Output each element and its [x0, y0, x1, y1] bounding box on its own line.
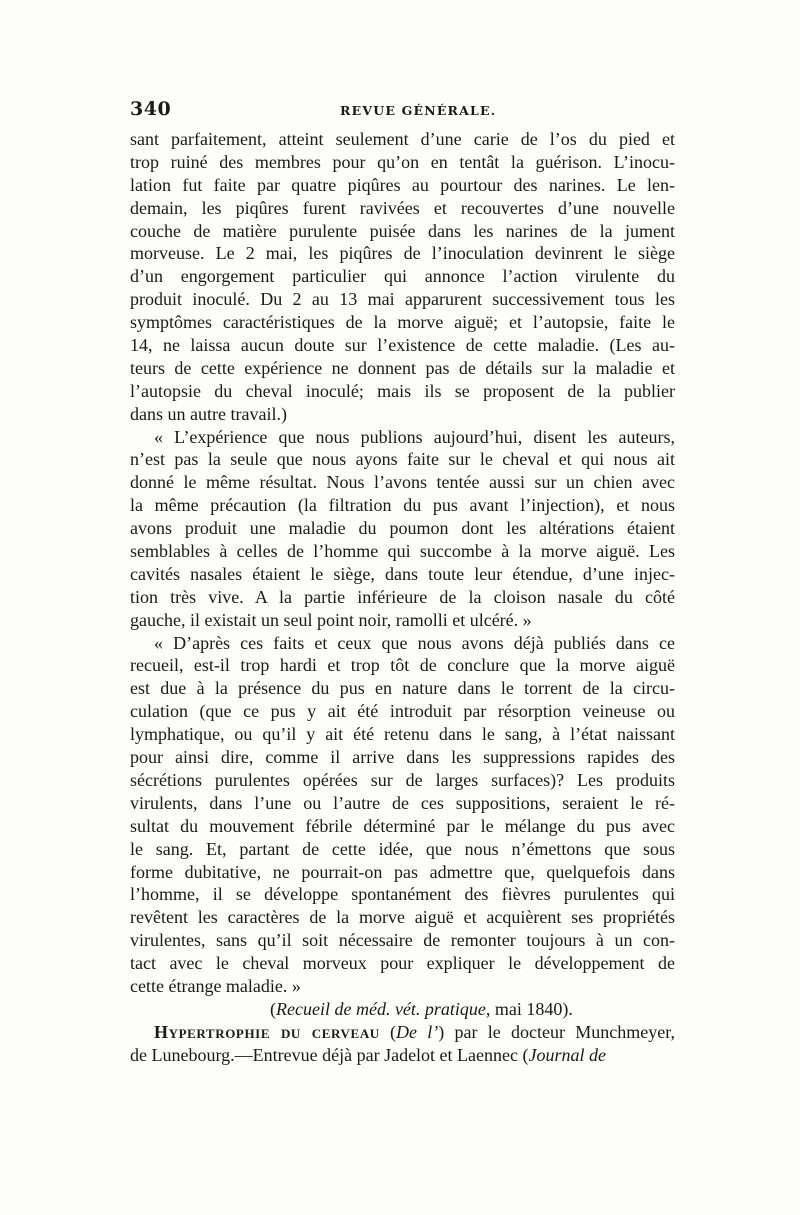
text-line: n’est pas la seule que nous ayons faite sur le cheval et qui nous ait: [130, 449, 675, 470]
text-line: donné le même résultat. Nous l’avons tentée aussi sur un chien avec: [130, 472, 675, 493]
text-line: revêtent les caractères de la morve aiguë et acquièrent ses propriétés: [130, 907, 675, 928]
text-line: tion très vive. A la partie inférieure de la cloison nasale du côté: [130, 586, 675, 607]
text-line: demain, les piqûres furent ravivées et recouvertes d’une nouvelle: [130, 197, 675, 218]
text-line: sultat du mouvement fébrile déterminé par le mélange du pus avec: [130, 815, 675, 836]
text-line: lymphatique, ou qu’il y ait été retenu dans le sang, à l’état naissant: [130, 724, 675, 745]
text-line: culation (que ce pus y ait été introduit par résorption veineuse ou: [130, 701, 675, 722]
source-citation: [130, 998, 675, 1021]
final-line-text: de Lunebourg.—Entrevue déjà par Jadelot et Laennec (: [130, 1044, 529, 1065]
heading-author: ) par le docteur Munchmeyer,: [438, 1021, 675, 1042]
text-line: gauche, il existait un seul point noir, ramolli et ulcéré. »: [130, 609, 532, 630]
text-line: recueil, est-il trop hardi et trop tôt de conclure que la morve aiguë: [130, 655, 675, 676]
text-line: sant parfaitement, atteint seulement d’une carie de l’os du pied et: [130, 129, 675, 149]
text-line: la même précaution (la filtration du pus avant l’injection), et nous: [130, 495, 675, 516]
text-line: forme dubitative, ne pourrait-on pas admettre que, quelquefois dans: [130, 861, 675, 882]
text-line: dans un autre travail.): [130, 403, 287, 424]
text-line: l’autopsie du cheval inoculé; mais ils se proposent de la publier: [130, 380, 675, 401]
text-line: l’homme, il se développe spontanément des fièvres purulentes qui: [130, 884, 675, 905]
text-line: morveuse. Le 2 mai, les piqûres de l’inoculation devinrent le siège: [130, 243, 675, 264]
text-line: le sang. Et, partant de cette idée, que nous n’émettons que sous: [130, 838, 675, 859]
running-head: REVUE GÉNÉRALE.: [340, 103, 497, 118]
text-line: teurs de cette expérience ne donnent pas de détails sur la maladie et: [130, 357, 675, 378]
section-heading-line: [130, 1021, 675, 1044]
text-line: est due à la présence du pus en nature dans le torrent de la circu-: [130, 678, 675, 699]
text-line: produit inoculé. Du 2 au 13 mai apparurent successivement tous les: [130, 289, 675, 310]
text-line: lation fut faite par quatre piqûres au pourtour des narines. Le len-: [130, 174, 675, 195]
text-line: d’un engorgement particulier qui annonce l’action virulente du: [130, 266, 675, 287]
text-line: 14, ne laissa aucun doute sur l’existence de cette maladie. (Les au-: [130, 335, 675, 356]
text-line: cette étrange maladie. »: [130, 975, 301, 996]
text-line: cavités nasales étaient le siège, dans toute leur étendue, d’une injec-: [130, 563, 675, 584]
page-number: 340: [130, 98, 172, 120]
body-text: [130, 128, 675, 1067]
text-line: virulentes, sans qu’il soit nécessaire de remonter toujours à un con-: [130, 930, 675, 951]
text-line: couche de matière purulente puisée dans les narines de la jument: [130, 220, 675, 241]
journal-title: Journal de: [528, 1044, 606, 1065]
heading-paren-italic: De l’: [396, 1021, 439, 1042]
text-line: tact avec le cheval morveux pour expliquer le développement de: [130, 953, 675, 974]
text-line: symptômes caractéristiques de la morve aiguë; et l’autopsie, faite le: [130, 312, 675, 333]
text-line: trop ruiné des membres pour qu’on en tentât la guérison. L’inocu-: [130, 151, 675, 172]
section-heading: Hypertrophie du cerveau: [154, 1021, 380, 1042]
citation-title: Recueil de méd. vét. pratique: [276, 998, 486, 1019]
text-line: « D’après ces faits et ceux que nous avons déjà publiés dans ce: [154, 632, 675, 653]
text-line: « L’expérience que nous publions aujourd’hui, disent les auteurs,: [154, 426, 675, 447]
text-line: avons produit une maladie du poumon dont les altérations étaient: [130, 518, 675, 539]
citation-open-paren: (: [270, 998, 276, 1019]
text-line: virulents, dans l’une ou l’autre de ces suppositions, seraient le ré-: [130, 792, 675, 813]
text-line: pour ainsi dire, comme il arrive dans les suppressions rapides des: [130, 747, 675, 768]
heading-paren-open: (: [379, 1021, 397, 1042]
text-line: sécrétions purulentes opérées sur de larges surfaces)? Les produits: [130, 769, 675, 790]
text-line: [130, 1044, 675, 1067]
text-line: semblables à celles de l’homme qui succombe à la morve aiguë. Les: [130, 541, 675, 562]
citation-date: , mai 1840).: [485, 998, 573, 1019]
page-header: [130, 98, 675, 122]
